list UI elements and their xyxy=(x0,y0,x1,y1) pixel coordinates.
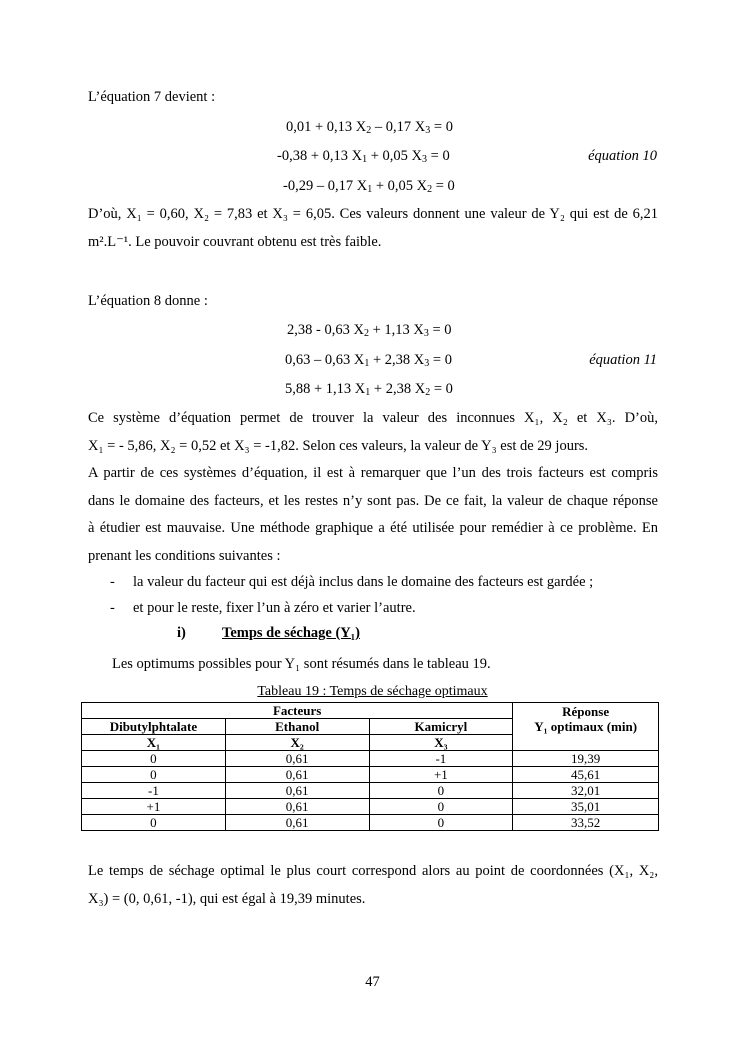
table-cell: 0 xyxy=(369,799,513,815)
conclusion-line2: X₃) = (0, 0,61, -1), qui est égal à 19,39 minutes. xyxy=(88,890,366,907)
result11-line1: Ce système d’équation permet de trouver la valeur des inconnues X₁, X₂ et X₃. D’où, xyxy=(88,410,658,426)
table-cell: 0 xyxy=(82,751,226,767)
table-header-response xyxy=(513,703,659,751)
remark-line4: prenant les conditions suivantes : xyxy=(88,547,281,564)
table-cell: 19,39 xyxy=(513,751,659,767)
eq7-intro: L’équation 7 devient : xyxy=(88,89,216,105)
table-col-name: Dibutylphtalate xyxy=(82,719,226,735)
optimums-text: Les optimums possibles pour Y₁ sont résumés dans le tableau 19. xyxy=(112,656,491,672)
table-col-name: Kamicryl xyxy=(369,719,513,735)
table-row xyxy=(82,783,659,799)
table-row xyxy=(82,799,659,815)
table-row xyxy=(82,815,659,831)
table-cell: -1 xyxy=(369,751,513,767)
conclusion-paragraph xyxy=(88,858,658,913)
eq10-label: équation 10 xyxy=(588,148,657,164)
table-cell: 0 xyxy=(82,767,226,783)
response-header-line2: Y₁ optimaux (min) xyxy=(534,719,638,734)
bullet-item: et pour le reste, fixer l’un à zéro et varier l’autre. xyxy=(133,600,416,616)
response-header-line1: Réponse xyxy=(562,704,610,719)
table-col-var: X₃ xyxy=(369,735,513,751)
bullet-marker: - xyxy=(110,600,115,616)
table-row xyxy=(82,751,659,767)
table-cell: 35,01 xyxy=(513,799,659,815)
remark-line1: A partir de ces systèmes d’équation, il est à remarquer que l’un des trois facteurs est compris xyxy=(88,465,658,481)
result11-line2: X₁ = - 5,86, X₂ = 0,52 et X₃ = -1,82. Selon ces valeurs, la valeur de Y₃ est de 29 jours. xyxy=(88,437,589,454)
result10-paragraph xyxy=(88,201,658,256)
remark-paragraph xyxy=(88,460,658,570)
bullet-item: la valeur du facteur qui est déjà inclus dans le domaine des facteurs est gardée ; xyxy=(133,574,594,590)
section-number: i) xyxy=(177,625,186,641)
result11-paragraph xyxy=(88,405,658,460)
table-cell: 0 xyxy=(369,815,513,831)
result10-line2: m².L⁻¹. Le pouvoir couvrant obtenu est très faible. xyxy=(88,233,382,250)
table-cell: +1 xyxy=(82,799,226,815)
section-title: Temps de séchage (Y₁) xyxy=(222,625,360,641)
eq11-line3: 5,88 + 1,13 $X_1 + 2,38$ $X_2 = 0$ xyxy=(285,381,453,398)
page-number: 47 xyxy=(365,974,380,990)
table-caption: Tableau 19 : Temps de séchage optimaux xyxy=(257,684,488,699)
table-cell: 45,61 xyxy=(513,767,659,783)
table-19 xyxy=(81,702,659,831)
eq11-line2: 0,63 – 0,63 $X_1 + 2,38$ $X_3 = 0$ xyxy=(285,352,452,369)
table-cell: 0,61 xyxy=(225,767,369,783)
eq10-line2: -0,38 + 0,13 $X_1 + 0,05$ $X_3 = 0$ xyxy=(277,148,450,165)
remark-line2: dans le domaine des facteurs, et les restes n’y sont pas. De ce fait, la valeur de chaque réponse xyxy=(88,492,658,509)
result10-line1: D’où, X₁ = 0,60, X₂ = 7,83 et X₃ = 6,05. Ces valeurs donnent une valeur de Y₂ qui est de 6,21 xyxy=(88,206,658,222)
table-cell: 0 xyxy=(82,815,226,831)
table-cell: 0,61 xyxy=(225,799,369,815)
table-cell: 0,61 xyxy=(225,751,369,767)
table-col-var: X₂ xyxy=(225,735,369,751)
eq10-line1: 0,01 + 0,13 $X_2 - 0,17$ $X_3 = 0$ xyxy=(286,119,453,136)
bullet-marker: - xyxy=(110,574,115,590)
eq11-label: équation 11 xyxy=(589,352,657,368)
table-cell: +1 xyxy=(369,767,513,783)
table-cell: 0 xyxy=(369,783,513,799)
table-header-facteurs: Facteurs xyxy=(82,703,513,719)
table-cell: 0,61 xyxy=(225,783,369,799)
table-cell: -1 xyxy=(82,783,226,799)
remark-line3: à étudier est mauvaise. Une méthode graphique a été utilisée pour remédier à ce problème. En xyxy=(88,520,658,536)
table-cell: 33,52 xyxy=(513,815,659,831)
table-col-var: X₁ xyxy=(82,735,226,751)
table-cell: 32,01 xyxy=(513,783,659,799)
eq10-line3: -0,29 – 0,17 $X_1 + 0,05$ $X_2 = 0$ xyxy=(283,178,455,195)
table-row xyxy=(82,767,659,783)
table-col-name: Ethanol xyxy=(225,719,369,735)
eq8-intro: L’équation 8 donne : xyxy=(88,293,208,309)
eq11-line1: 2,38 - 0,63 $X_2 + 1,13$ $X_3 = 0$ xyxy=(287,322,452,339)
table-cell: 0,61 xyxy=(225,815,369,831)
conclusion-line1: Le temps de séchage optimal le plus court correspond alors au point de coordonnées (X₁, X₂, xyxy=(88,863,658,879)
